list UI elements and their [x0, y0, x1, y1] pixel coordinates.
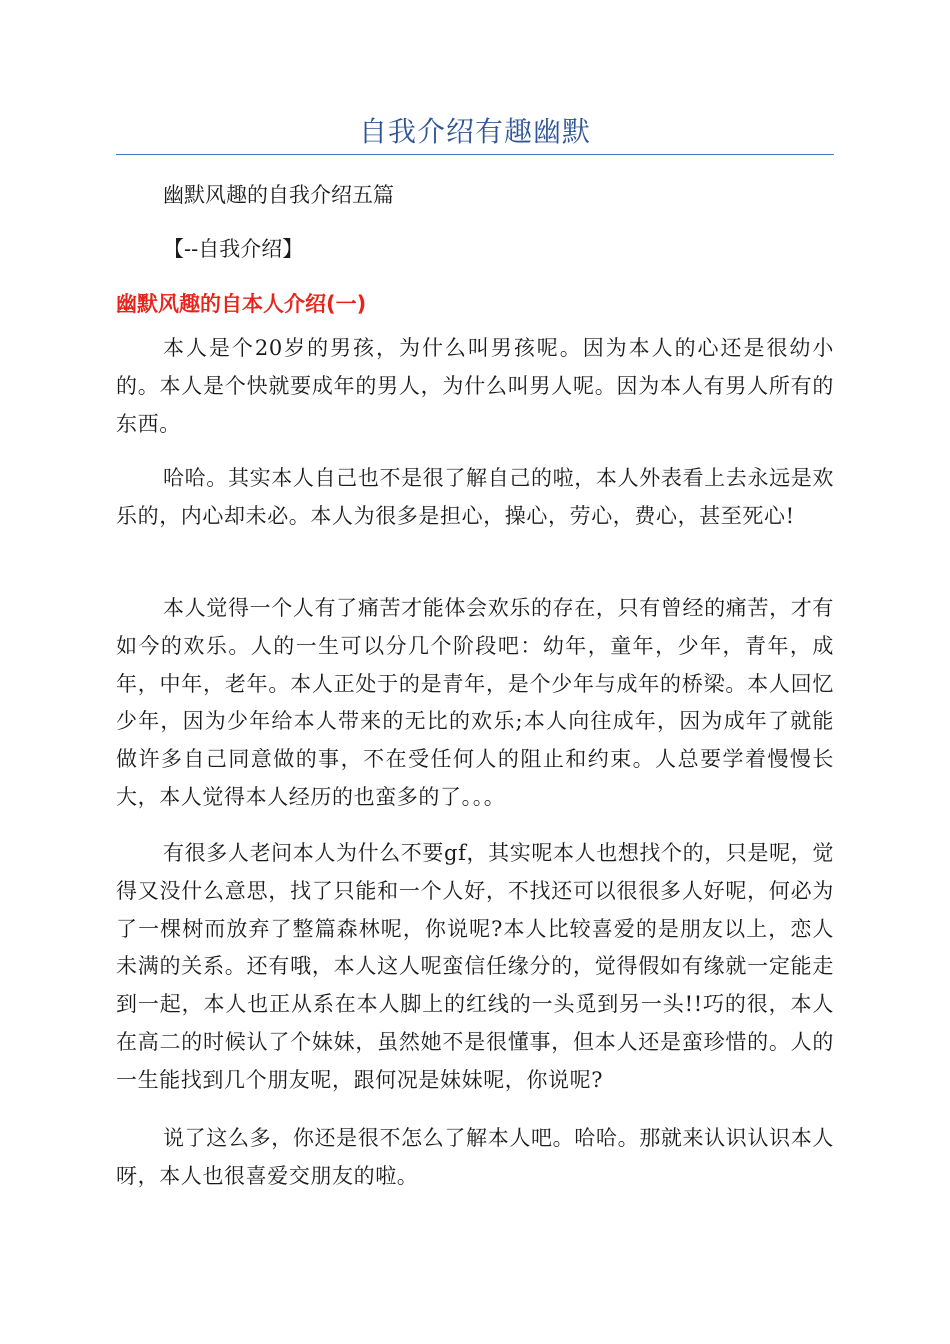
paragraph-3: 本人觉得一个人有了痛苦才能体会欢乐的存在，只有曾经的痛苦，才有如今的欢乐。人的一生可以分几个阶段吧：幼年，童年，少年，青年，成年，中年，老年。本人正处于的是青年，是个少年与成年的桥梁。本人回忆少年，因为少年给本人带来的无比的欢乐;本人向往成年，因为成年了就能做许多自己同意做的事，不在受任何人的阻止和约束。人总要学着慢慢长大，本人觉得本人经历的也蛮多的了。。。 [116, 596, 834, 809]
document-subtitle: 幽默风趣的自我介绍五篇 [163, 183, 394, 207]
title-underline [116, 154, 834, 155]
paragraph-5: 说了这么多，你还是很不怎么了解本人吧。哈哈。那就来认识认识本人呀，本人也很喜爱交朋友的啦。 [116, 1126, 834, 1188]
paragraph-1: 本人是个20岁的男孩，为什么叫男孩呢。因为本人的心还是很幼小的。本人是个快就要成年的男人，为什么叫男人呢。因为本人有男人所有的东西。 [116, 336, 834, 436]
section-heading: 幽默风趣的自本人介绍(一) [116, 292, 367, 316]
document-title: 自我介绍有趣幽默 [358, 115, 591, 148]
paragraph-4: 有很多人老问本人为什么不要gf，其实呢本人也想找个的，只是呢，觉得又没什么意思，找了只能和一个人好，不找还可以很很多人好呢，何必为了一棵树而放弃了整篇森林呢，你说呢?本人比较喜爱的是朋友以上，恋人未满的关系。还有哦，本人这人呢蛮信任缘分的，觉得假如有缘就一定能走到一起，本人也正从系在本人脚上的红线的一头觅到另一头!!巧的很，本人在高二的时候认了个妹妹，虽然她不是很懂事，但本人还是蛮珍惜的。人的一生能找到几个朋友呢，跟何况是妹妹呢，你说呢? [116, 841, 834, 1092]
category-tag: 【--自我介绍】 [163, 237, 304, 261]
paragraph-2: 哈哈。其实本人自己也不是很了解自己的啦，本人外表看上去永远是欢乐的，内心却未必。本人为很多是担心，操心，劳心，费心，甚至死心! [116, 466, 834, 528]
